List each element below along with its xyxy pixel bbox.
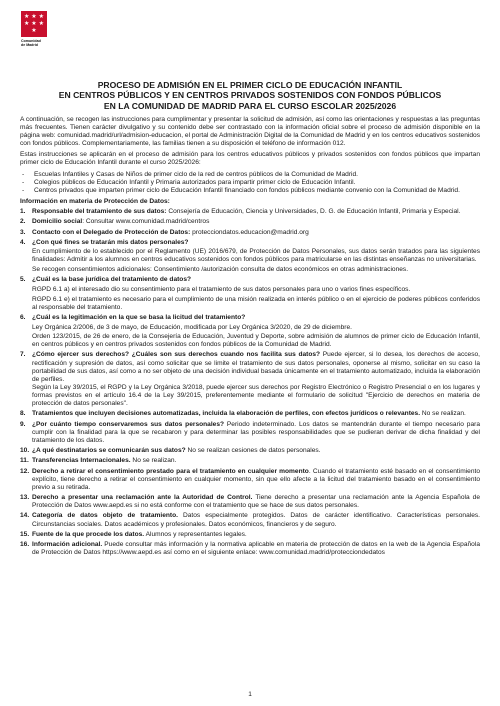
stars-flag-icon: ★ ★ ★ ★ ★ ★ ★ bbox=[21, 11, 47, 37]
data-protection-item: 6. ¿Cuál es la legitimación en la que se basa la licitud del tratamiento? Ley Orgánica 2/2006, de 3 de mayo, de Educación, modificada por Ley Orgánica 3/2020, de 29 de diciembre. Orden 123/2015, de 26 de enero, de la Consejería de Educación, Juventud y Deporte, sobre admisión de alumnos de primer ciclo de Educación Infantil, en centros públicos y en centros privados sostenidos con fondos públicos de la Comunidad de Madrid. bbox=[20, 313, 480, 349]
center-type-list bbox=[20, 171, 480, 195]
data-protection-item: 16. Información adicional. Puede consultar más información y la normativa aplicable en materia de protección de datos en la web de la Agencia Española de Protección de Datos https://www.aepd.es así como en el siguiente enlace: www.comunidad.madrid/protecciondedatos bbox=[20, 541, 480, 557]
section-title: Información en materia de Protección de Datos: bbox=[20, 197, 170, 205]
data-protection-item: 12. Derecho a retirar el consentimiento prestado para el tratamiento en cualquier momento. Cuando el tratamiento esté basado en el consentimiento explícito, tiene derecho a retirar el consentimiento en cualquier momento, sin que ello afecte a la licitud del tratamiento basado en el consentimiento previo a su retirada. bbox=[20, 467, 480, 491]
intro-paragraph: A continuación, se recogen las instrucciones para cumplimentar y presentar la solicitud de admisión, así como las orientaciones y respuestas a las preguntas más frecuentes. Tienen carácter divulgativo y su contenido debe ser contrastado con la información oficial sobre el proceso de admisión disponible en la página web: comunidad.madrid/url/admision-educacion, el portal de Administración Digital de la Comunidad de Madrid y en los centros educativos sostenidos con fondos públicos. Complementariamente, las familias tienen a su disposición el teléfono de información 012. bbox=[20, 116, 480, 148]
data-protection-item: 10. ¿A qué destinatarios se comunicarán sus datos? No se realizan cesiones de datos personales. bbox=[20, 447, 321, 455]
data-protection-item: 2. Domicilio social: Consultar www.comunidad.madrid/centros bbox=[20, 218, 210, 226]
list-item: - Escuelas Infantiles y Casas de Niños de primer ciclo de la red de centros públicos de la Comunidad de Madrid. bbox=[20, 171, 480, 179]
data-protection-item: 8. Tratamientos que incluyen decisiones automatizadas, incluida la elaboración de perfiles, con efectos jurídicos o relevantes. No se realizan. bbox=[20, 410, 466, 418]
list-item: - Centros privados que imparten primer ciclo de Educación Infantil financiado con fondos públicos mediante convenio con la Comunidad de Madrid. bbox=[20, 187, 480, 195]
data-protection-item: 11. Transferencias Internacionales. No se realizan. bbox=[20, 457, 177, 465]
data-protection-item: 15. Fuente de la que procede los datos. Alumnos y representantes legales. bbox=[20, 530, 247, 538]
data-protection-item: 4. ¿Con qué fines se tratarán mis datos personales? En cumplimiento de lo establecido por el Reglamento (UE) 2016/679, de Protección de Datos Personales, sus datos serán tratados para las siguientes finalidades: Admitir a los alumnos en centros educativos sostenidos con fondos públicos para matricularse en las distintas enseñanzas no universitarias. Se recogen consentimientos adicionales: Consentimiento /autorización consulta de datos económicos en otras administraciones. bbox=[20, 238, 480, 274]
comunidad-madrid-logo bbox=[21, 11, 49, 47]
data-protection-item: 9. ¿Por cuánto tiempo conservaremos sus datos personales? Periodo indeterminado. Los datos se mantendrán durante el tiempo necesario para cumplir con la finalidad para la que se recabaron y para determinar las posibles responsabilidades que se pudieran derivar de dicha finalidad y del tratamiento de los datos. bbox=[20, 420, 480, 444]
scope-paragraph: Estas instrucciones se aplicarán en el proceso de admisión para los centros educativos públicos y privados sostenidos con fondos públicos que impartan primer ciclo de Educación Infantil durante el curso 2025/2026: bbox=[20, 151, 480, 167]
data-protection-item: 5. ¿Cuál es la base jurídica del tratamiento de datos? RGPD 6.1 a) el interesado dio su consentimiento para el tratamiento de sus datos personales para uno o varios fines específicos. RGPD 6.1 e) el tratamiento es necesario para el cumplimiento de una misión realizada en interés público o en el ejercicio de poderes públicos conferidos al responsable del tratamiento. bbox=[20, 276, 480, 311]
document-body bbox=[20, 116, 480, 560]
document-title: PROCESO DE ADMISIÓN EN EL PRIMER CICLO DE EDUCACIÓN INFANTIL EN CENTROS PÚBLICOS Y EN CENTROS PRIVADOS SOSTENIDOS CON FONDOS PÚBLICOS EN LA COMUNIDAD DE MADRID PARA EL CURSO ESCOLAR 2025/2026 bbox=[58, 80, 442, 111]
list-item: - Colegios públicos de Educación Infantil y Primaria autorizados para impartir primer ciclo de Educación Infantil. bbox=[20, 179, 480, 187]
data-protection-item: 7. ¿Cómo ejercer sus derechos? ¿Cuáles son sus derechos cuando nos facilita sus datos? Puede ejercer, si lo desea, los derechos de acceso, rectificación y supresión de datos, así como solicitar que se limite el tratamiento de sus datos personales, oponerse al mismo, solicitar en su caso la portabilidad de sus datos, así como a no ser objeto de una decisión individual basada únicamente en el tratamiento automatizado, incluida la elaboración de perfiles. Según la Ley 39/2015, el RGPD y la Ley Orgánica 3/2018, puede ejercer sus derechos por Registro Electrónico o Registro Presencial o en los lugares y formas previstos en el artículo 16.4 de la Ley 39/2015, preferentemente mediante el formulario de solicitud "Ejercicio de derechos en materia de protección de datos personales". bbox=[20, 351, 480, 408]
data-protection-item: 1. Responsable del tratamiento de sus datos: Consejería de Educación, Ciencia y Universidades, D. G. de Educación Infantil, Primaria y Especial. bbox=[20, 207, 461, 215]
data-protection-item: 3. Contacto con el Delegado de Protección de Datos: protecciondatos.educacion@madrid.org bbox=[20, 228, 309, 236]
page-number: 1 bbox=[248, 691, 252, 698]
logo-text: Comunidad de Madrid bbox=[21, 39, 41, 47]
data-protection-item: 14. Categoría de datos objeto de tratamiento. Datos especialmente protegidos. Datos de carácter identificativo. Características personales. Circunstancias sociales. Datos académicos y profesionales. Datos económicos, financieros y de seguro. bbox=[20, 512, 480, 528]
data-protection-item: 13. Derecho a presentar una reclamación ante la Autoridad de Control. Tiene derecho a presentar una reclamación ante la Agencia Española de Protección de Datos www.aepd.es si no está conforme con el tratamiento que se hace de sus datos personales. bbox=[20, 494, 480, 510]
